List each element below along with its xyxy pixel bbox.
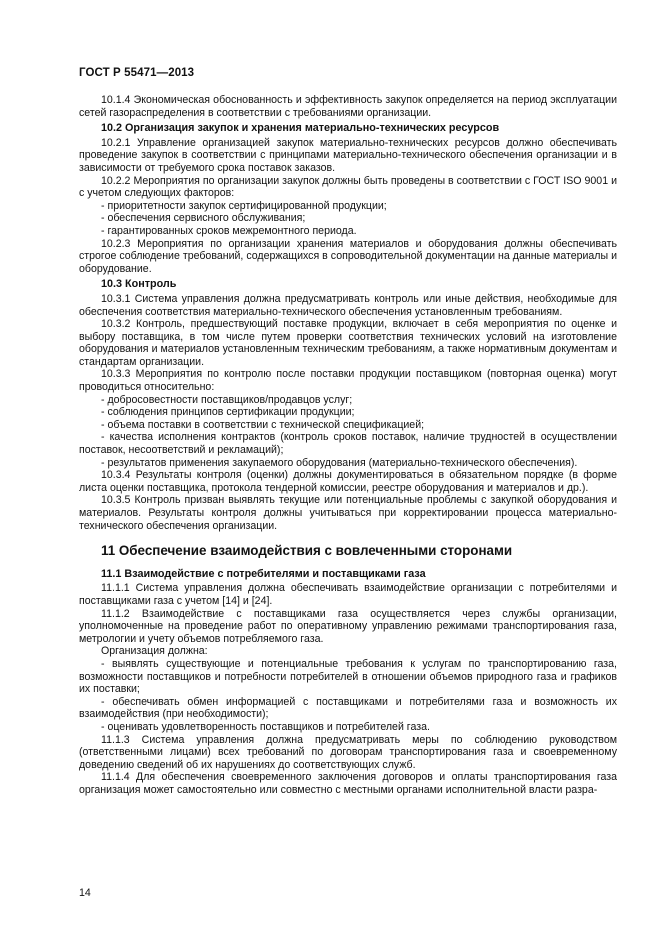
list-item: - гарантированных сроков межремонтного периода.	[101, 224, 357, 237]
page-number: 14	[79, 887, 91, 899]
list-item: - приоритетности закупок сертифицированной продукции;	[101, 199, 387, 212]
section-heading-11-1: 11.1 Взаимодействие с потребителями и поставщиками газа	[101, 567, 426, 580]
paragraph-10-1-4: 10.1.4 Экономическая обоснованность и эффективность закупок определяется на период эксплуатации сетей газораспределения в соответствии с требованиями организации.	[79, 94, 617, 119]
section-heading-10-2: 10.2 Организация закупок и хранения материально-технических ресурсов	[101, 122, 500, 135]
paragraph-10-3-2: 10.3.2 Контроль, предшествующий поставке продукции, включает в себя мероприятия по оценке и выбору поставщика, в том числе путем проверки соответствия технических условий на изготовление оборудования и материалов установленным техническим требованиям, а также нормативным документам и стандартам организации.	[79, 318, 617, 368]
list-item: - результатов применения закупаемого оборудования (материально-технического обеспечения).	[101, 456, 578, 469]
chapter-heading-11: 11 Обеспечение взаимодействия с вовлеченными сторонами	[101, 543, 513, 559]
list-item: - обеспечения сервисного обслуживания;	[101, 212, 306, 225]
paragraph-10-2-2: 10.2.2 Мероприятия по организации закупок должны быть проведены в соответствии с ГОСТ ISO 9001 и с учетом следующих факторов:	[79, 174, 617, 200]
organization-must-label: Организация должна:	[101, 645, 208, 658]
paragraph-10-3-3: 10.3.3 Мероприятия по контролю после поставки продукции поставщиком (повторная оценка) могут проводиться относительно:	[79, 368, 617, 394]
list-item: - объема поставки в соответствии с технической спецификацией;	[101, 418, 425, 431]
paragraph-10-2-1: 10.2.1 Управление организацией закупок материально-технических ресурсов должно обеспечивать проведение закупок в соответствии с принципами материально-технического обеспечения организации и в зависимости от требуемого срока поставок заказов.	[79, 136, 617, 174]
list-item: - добросовестности поставщиков/продавцов услуг;	[101, 393, 353, 406]
list-item: - обеспечивать обмен информацией с поставщиками и потребителями газа и возможность их взаимодействия (при необходимости);	[79, 695, 617, 721]
paragraph-10-3-1: 10.3.1 Система управления должна предусматривать контроль или иные действия, необходимые для обеспечения соответствия материально-технического обеспечения установленным требованиям.	[79, 292, 617, 318]
paragraph-11-1-1: 11.1.1 Система управления должна обеспечивать взаимодействие организации с потребителями и поставщиками газа с учетом [14] и [24].	[79, 582, 617, 607]
paragraph-10-3-4: 10.3.4 Результаты контроля (оценки) должны документироваться в обязательном порядке (в форме листа оценки поставщика, протокола тендерной комиссии, реестре оборудования и материалов и др.).	[79, 469, 617, 494]
paragraph-10-2-3: 10.2.3 Мероприятия по организации хранения материалов и оборудования должны обеспечивать строгое соблюдение требований, содержащихся в сопроводительной документации на данные материалы и оборудование.	[79, 237, 617, 275]
paragraph-11-1-2: 11.1.2 Взаимодействие с поставщиками газа осуществляется через службы организации, уполномоченные на проведение работ по оперативному управлению режимами транспортирования газа, метрологии и учету объемов потребляемого газа.	[79, 607, 617, 645]
list-item: - выявлять существующие и потенциальные требования к услугам по транспортированию газа, возможности поставщиков и потребности потребителей в отношении объемов природного газа и графиков их поставки;	[79, 657, 617, 696]
document-id-header: ГОСТ Р 55471—2013	[79, 67, 195, 79]
list-item: - качества исполнения контрактов (контроль сроков поставок, наличие трудностей в осуществлении поставок, несоответствий и рекламаций);	[79, 431, 617, 457]
paragraph-10-3-5: 10.3.5 Контроль призван выявлять текущие или потенциальные проблемы с закупкой оборудования и материалов. Результаты контроля должны учитываться при корректировании процесса материально-технического обеспечения организации.	[79, 494, 617, 532]
page-body	[79, 94, 617, 796]
paragraph-11-1-3: 11.1.3 Система управления должна предусматривать меры по соблюдению руководством (ответственными лицами) всех требований по договорам транспортирования газа и своевременному доведению сведений об их нарушениях до соответствующих служб.	[79, 733, 617, 771]
paragraph-11-1-4: 11.1.4 Для обеспечения своевременного заключения договоров и оплаты транспортирования газа организация может самостоятельно или совместно с местными органами исполнительной власти разра-	[79, 771, 617, 796]
section-heading-10-3: 10.3 Контроль	[101, 278, 177, 291]
list-item: - оценивать удовлетворенность поставщиков и потребителей газа.	[101, 720, 430, 733]
list-item: - соблюдения принципов сертификации продукции;	[101, 406, 355, 419]
